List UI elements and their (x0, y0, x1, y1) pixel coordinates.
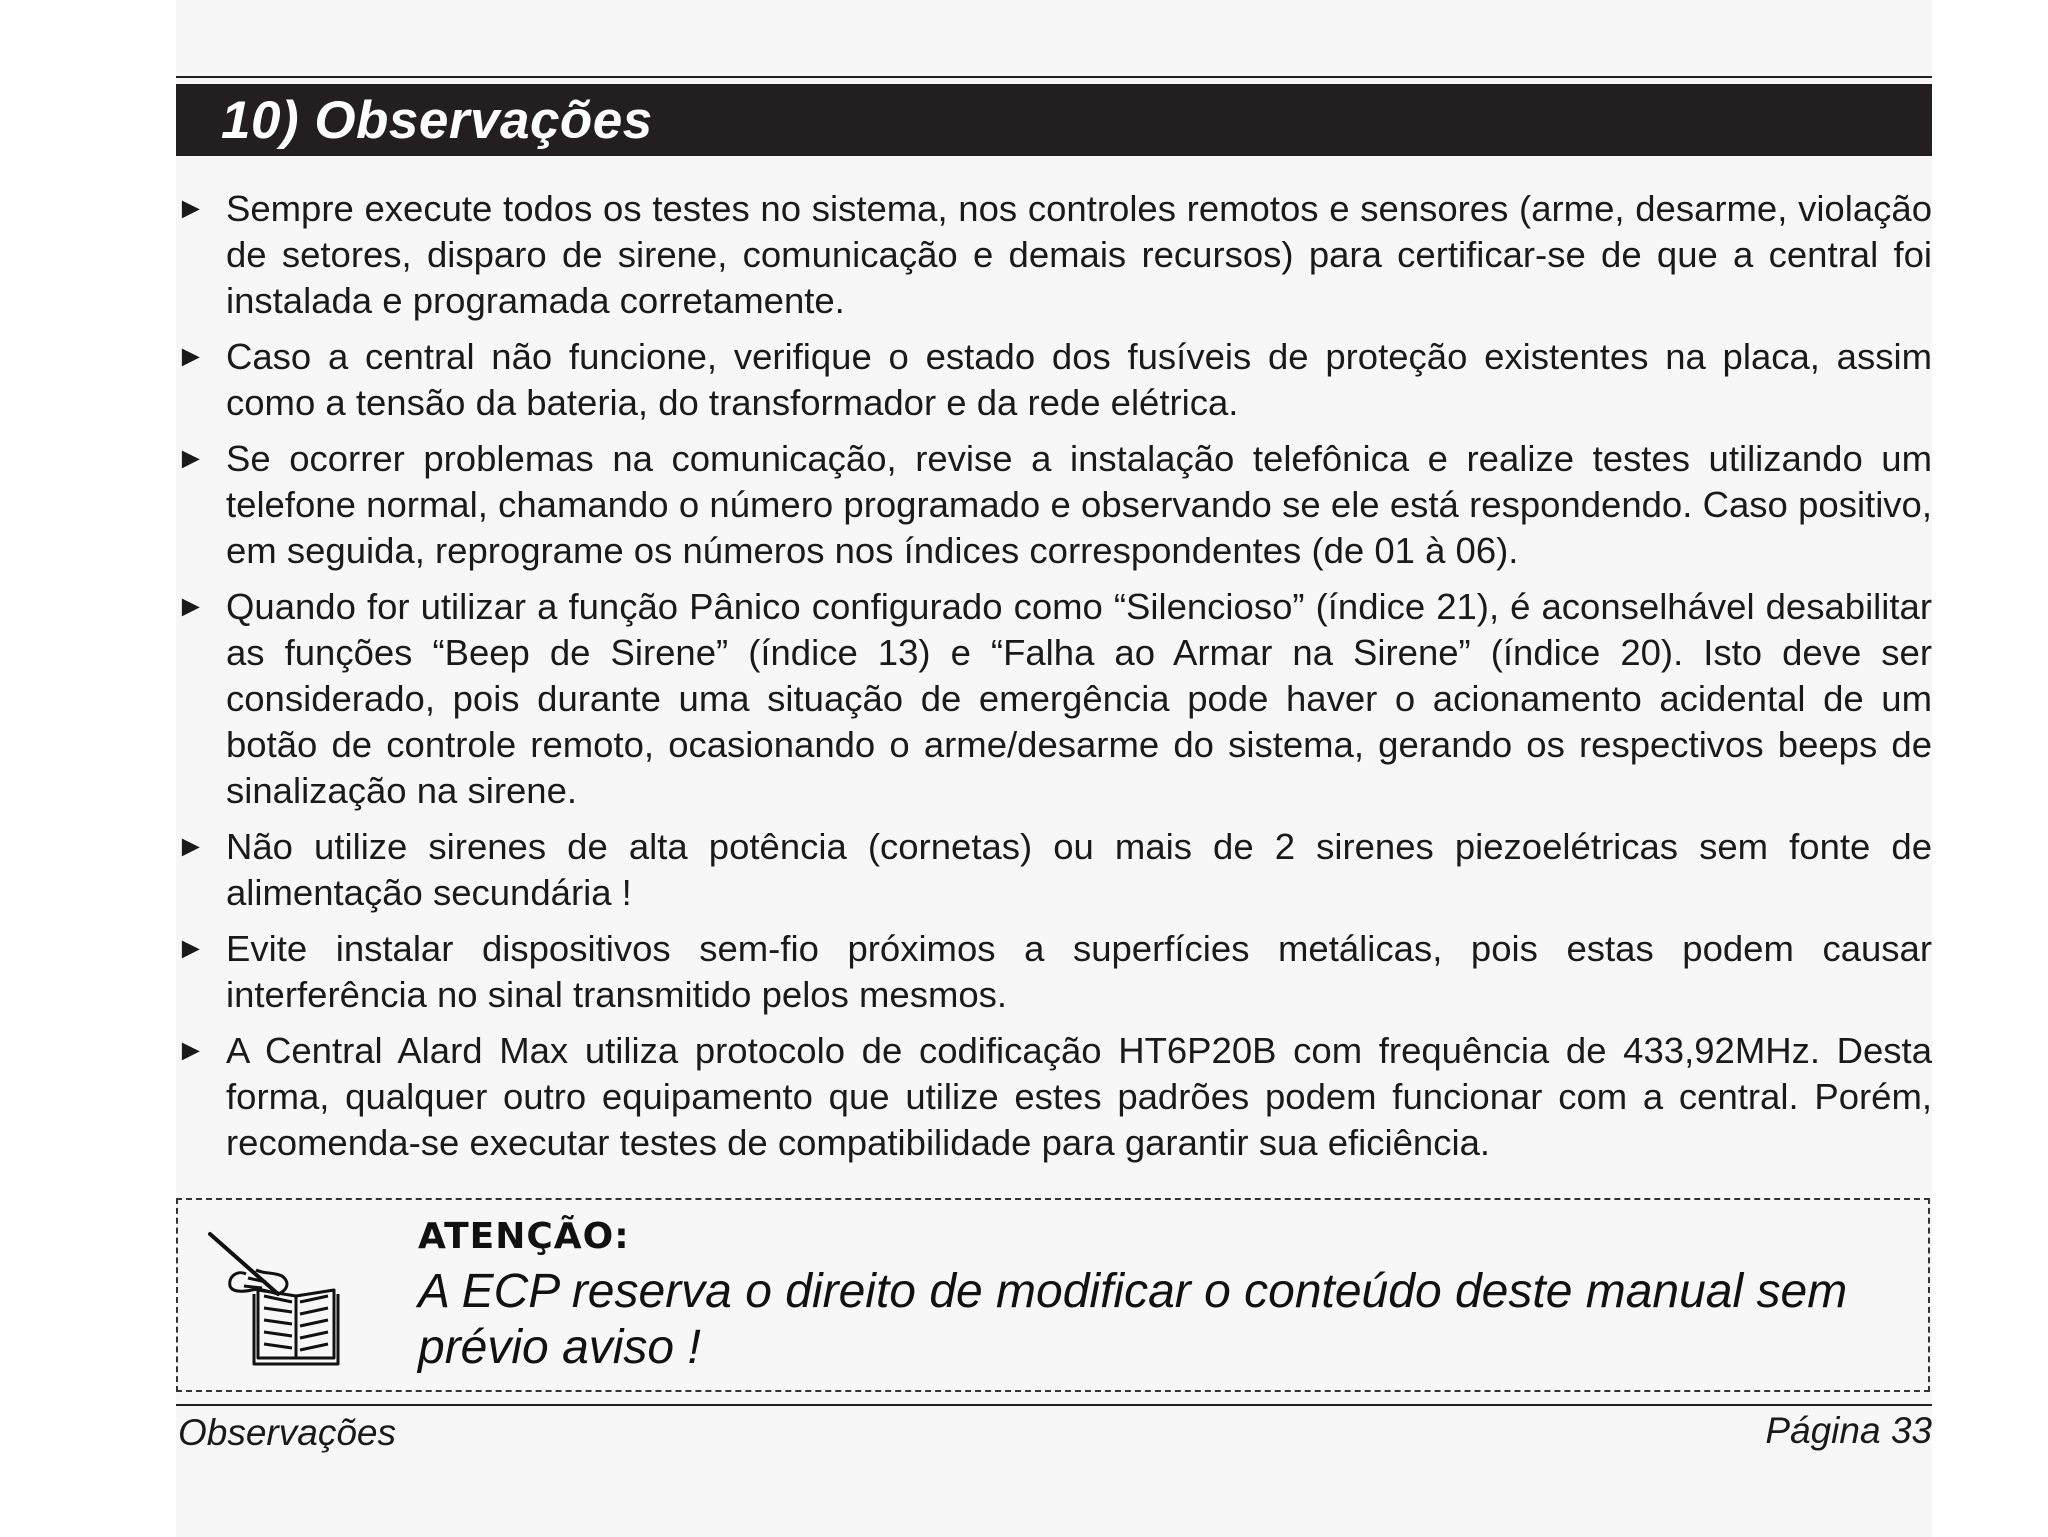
list-item-text: Caso a central não funcione, verifique o estado dos fusíveis de proteção existentes na placa, assim como a tensão da bateria, do transformador e da rede elétrica. (226, 336, 1932, 423)
attention-heading: ATENÇÃO: (418, 1216, 630, 1257)
bullet-arrow-icon: ► (176, 340, 206, 373)
footer-page-number: Página 33 (1765, 1410, 1932, 1451)
list-item-text: Sempre execute todos os testes no sistema, nos controles remotos e sensores (arme, desarme, violação de setores, disparo de sirene, comunicação e demais recursos) para certificar-se de que a central foi instalada e programada corretamente. (226, 188, 1932, 321)
bullet-arrow-icon: ► (176, 1034, 206, 1067)
bullet-arrow-icon: ► (176, 830, 206, 863)
bullet-arrow-icon: ► (176, 192, 206, 225)
list-item (176, 926, 1932, 1018)
list-item (176, 334, 1932, 426)
bullet-arrow-icon: ► (176, 932, 206, 965)
footer-section-name: Observações (178, 1412, 396, 1453)
list-item (176, 436, 1932, 574)
observations-list (176, 186, 1932, 1176)
bullet-arrow-icon: ► (176, 590, 206, 623)
list-item (176, 584, 1932, 814)
list-item (176, 1028, 1932, 1166)
attention-notice-box (176, 1198, 1930, 1392)
section-title-bar (176, 84, 1932, 156)
list-item-text: Não utilize sirenes de alta potência (cornetas) ou mais de 2 sirenes piezoelétricas sem fonte de alimentação secundária ! (226, 826, 1932, 913)
list-item-text: Quando for utilizar a função Pânico configurado como “Silencioso” (índice 21), é aconselhável desabilitar as funções “Beep de Sirene” (índice 13) e “Falha ao Armar na Sirene” (índice 20). Isto deve ser considerado, pois durante uma situação de emergência pode haver o acionamento acidental de um botão de controle remoto, ocasionando o arme/desarme do sistema, gerando os respectivos beeps de sinalização na sirene. (226, 586, 1932, 811)
bottom-rule (176, 1404, 1932, 1406)
list-item-text: A Central Alard Max utiliza protocolo de codificação HT6P20B com frequência de 433,92MHz. Desta forma, qualquer outro equipamento que utilize estes padrões podem funcionar com a central. Porém, recomenda-se executar testes de compatibilidade para garantir sua eficiência. (226, 1030, 1932, 1163)
list-item-text: Evite instalar dispositivos sem-fio próximos a superfícies metálicas, pois estas podem causar interferência no sinal transmitido pelos mesmos. (226, 928, 1932, 1015)
list-item-text: Se ocorrer problemas na comunicação, revise a instalação telefônica e realize testes utilizando um telefone normal, chamando o número programado e observando se ele está respondendo. Caso positivo, em seguida, reprograme os números nos índices correspondentes (de 01 à 06). (226, 438, 1932, 571)
book-with-pen-icon (208, 1230, 378, 1370)
attention-message: A ECP reserva o direito de modificar o conteúdo deste manual sem prévio aviso ! (418, 1265, 1848, 1374)
list-item (176, 186, 1932, 324)
top-rule (176, 76, 1932, 78)
list-item (176, 824, 1932, 916)
bullet-arrow-icon: ► (176, 442, 206, 475)
section-title: 10) Observações (221, 90, 653, 150)
